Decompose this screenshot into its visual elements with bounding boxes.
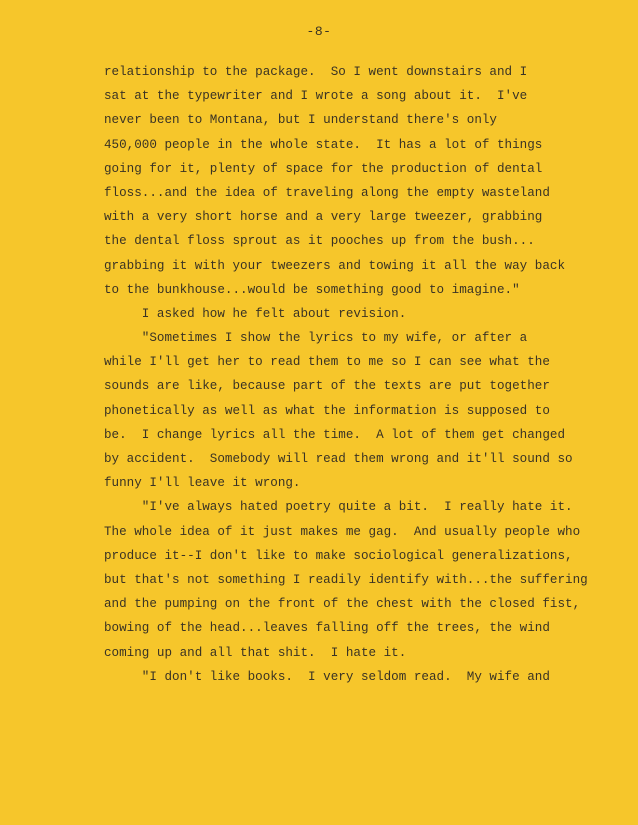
text-line: relationship to the package. So I went downstairs and I <box>104 65 528 79</box>
text-line: never been to Montana, but I understand there's only <box>104 113 497 128</box>
text-line: 450,000 people in the whole state. It has a lot of things <box>104 137 543 152</box>
text-line: grabbing it with your tweezers and towing it all the way back <box>104 258 566 273</box>
text-line: "I've always hated poetry quite a bit. I really hate it. <box>104 500 573 515</box>
text-line: and the pumping on the front of the chest with the closed fist, <box>104 597 581 612</box>
text-line: going for it, plenty of space for the production of dental <box>104 161 543 176</box>
text-line: floss...and the idea of traveling along the empty wasteland <box>104 185 550 200</box>
body-text <box>104 60 588 689</box>
text-line: "I don't like books. I very seldom read. My wife and <box>104 669 550 684</box>
text-line: I asked how he felt about revision. <box>104 306 407 321</box>
text-line: the dental floss sprout as it pooches up from the bush... <box>104 234 535 249</box>
text-line: produce it--I don't like to make sociological generalizations, <box>104 548 573 563</box>
text-line: sounds are like, because part of the texts are put together <box>104 379 550 394</box>
page-number: -8- <box>306 24 332 39</box>
text-line: by accident. Somebody will read them wrong and it'll sound so <box>104 452 573 466</box>
text-line: phonetically as well as what the information is supposed to <box>104 403 550 418</box>
text-line: bowing of the head...leaves falling off the trees, the wind <box>104 621 550 636</box>
text-line: with a very short horse and a very large tweezer, grabbing <box>104 210 543 225</box>
text-line: be. I change lyrics all the time. A lot of them get changed <box>104 427 566 442</box>
text-line: sat at the typewriter and I wrote a song about it. I've <box>104 89 528 104</box>
text-line: The whole idea of it just makes me gag. And usually people who <box>104 524 581 539</box>
text-line: funny I'll leave it wrong. <box>104 476 301 491</box>
text-line: while I'll get her to read them to me so I can see what the <box>104 355 550 370</box>
text-line: coming up and all that shit. I hate it. <box>104 645 407 660</box>
text-line: "Sometimes I show the lyrics to my wife, or after a <box>104 331 528 346</box>
text-line: to the bunkhouse...would be something good to imagine." <box>104 282 520 297</box>
text-line: but that's not something I readily identify with...the suffering <box>104 572 588 587</box>
